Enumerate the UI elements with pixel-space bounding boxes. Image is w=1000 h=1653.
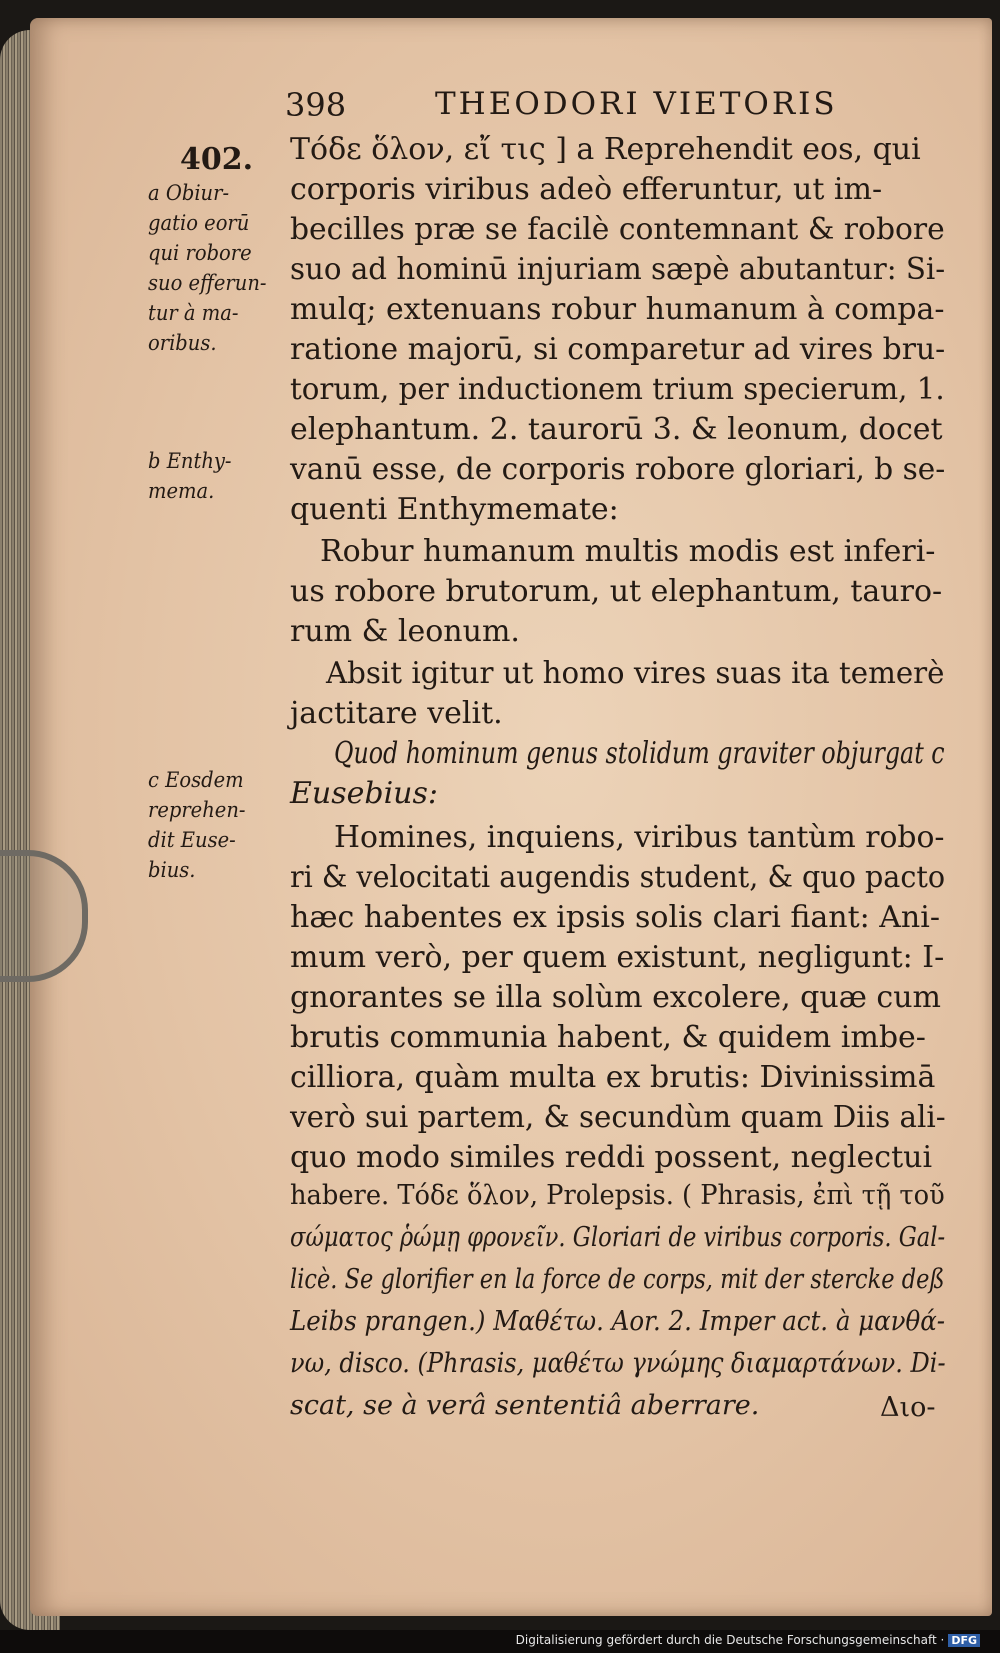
margin-note-c <box>148 765 288 885</box>
text-line: gnorantes se illa solùm excolere, quæ cum <box>290 980 942 1015</box>
text-line: Homines, inquiens, viribus tantùm robo- <box>334 820 945 855</box>
text-line: mulq; extenuans robur humanum à compa- <box>290 292 945 327</box>
margin-note-line: a Obiur- <box>148 181 230 205</box>
text-line: Leibs prangen.) Μαθέτω. Aor. 2. Imper act. à μανθά- <box>290 1306 946 1337</box>
catchword: Διο- <box>880 1392 936 1423</box>
margin-note-line: dit Euse- <box>148 828 236 852</box>
margin-note-b <box>148 446 288 506</box>
text-line: jactitare velit. <box>290 696 503 731</box>
text-line: Eusebius: <box>290 776 438 811</box>
text-line: hæc habentes ex ipsis solis clari fiant: Ani- <box>290 900 940 935</box>
text-line: mum verò, per quem existunt, negligunt: I- <box>290 940 945 975</box>
margin-note-line: reprehen- <box>148 798 246 822</box>
text-line: quo modo similes reddi possent, neglectui <box>290 1140 933 1175</box>
margin-note-line: mema. <box>148 479 215 503</box>
page-number: 398 <box>285 86 347 124</box>
text-line: Absit igitur ut homo vires suas ita temerè <box>326 656 945 691</box>
page-header <box>285 86 855 126</box>
margin-note-line: oribus. <box>148 331 217 355</box>
text-line: licè. Se glorifier en la force de corps, mit der stercke deß <box>290 1264 945 1295</box>
text-line: ri & velocitati augendis student, & quo pacto <box>290 860 946 895</box>
margin-note-line: qui robore <box>148 241 252 265</box>
margin-note-line: c Eosdem <box>148 768 244 792</box>
text-line: vanū esse, de corporis robore gloriari, b se- <box>290 452 946 487</box>
text-line: νω, disco. (Phrasis, μαθέτω γνώμης διαμαρτάνων. Di- <box>290 1348 946 1379</box>
text-line: Quod hominum genus stolidum graviter objurgat c <box>334 736 945 771</box>
section-number: 402. <box>180 142 254 177</box>
text-line: corporis viribus adeò efferuntur, ut im- <box>290 172 883 207</box>
footer-credit-text: Digitalisierung gefördert durch die Deutsche Forschungsgemeinschaft <box>515 1633 937 1647</box>
text-line: σώματος ῥώμῃ φρονεῖν. Gloriari de viribus corporis. Gal- <box>290 1222 946 1253</box>
text-line: Robur humanum multis modis est inferi- <box>320 534 936 569</box>
text-line: scat, se à verâ sententiâ aberrare. <box>290 1390 760 1421</box>
running-head: THEODORI VIETORIS <box>435 86 838 122</box>
text-line: cilliora, quàm multa ex brutis: Divinissimā <box>290 1060 936 1095</box>
margin-note-line: bius. <box>148 858 196 882</box>
digitization-footer <box>0 1630 1000 1653</box>
text-line: brutis communia habent, & quidem imbe- <box>290 1020 926 1055</box>
text-line: us robore brutorum, ut elephantum, tauro- <box>290 574 943 609</box>
text-line: habere. Τόδε ὅλον, Prolepsis. ( Phrasis, ἐπὶ τῇ τοῦ <box>290 1180 945 1211</box>
text-line: Τόδε ὅλον, εἴ τις ] a Reprehendit eos, qui <box>290 132 921 167</box>
text-line: suo ad hominū injuriam sæpè abutantur: Si- <box>290 252 946 287</box>
margin-note-line: suo efferun- <box>148 271 267 295</box>
text-line: quenti Enthymemate: <box>290 492 619 527</box>
text-line: ratione majorū, si comparetur ad vires bru- <box>290 332 946 367</box>
dfg-logo: DFG <box>948 1634 980 1647</box>
text-line: verò sui partem, & secundùm quam Diis ali- <box>290 1100 946 1135</box>
margin-note-line: tur à ma- <box>148 301 239 325</box>
margin-note-line: gatio eorū <box>148 211 250 235</box>
footer-credit: Digitalisierung gefördert durch die Deutsche Forschungsgemeinschaft · DFG <box>516 1633 980 1647</box>
text-line: becilles præ se facilè contemnant & robore <box>290 212 945 247</box>
text-line: rum & leonum. <box>290 614 520 649</box>
text-line: elephantum. 2. taurorū 3. & leonum, docet <box>290 412 943 447</box>
text-line: torum, per inductionem trium specierum, 1. <box>290 372 945 407</box>
margin-note-a <box>148 178 288 358</box>
margin-note-line: b Enthy- <box>148 449 232 473</box>
